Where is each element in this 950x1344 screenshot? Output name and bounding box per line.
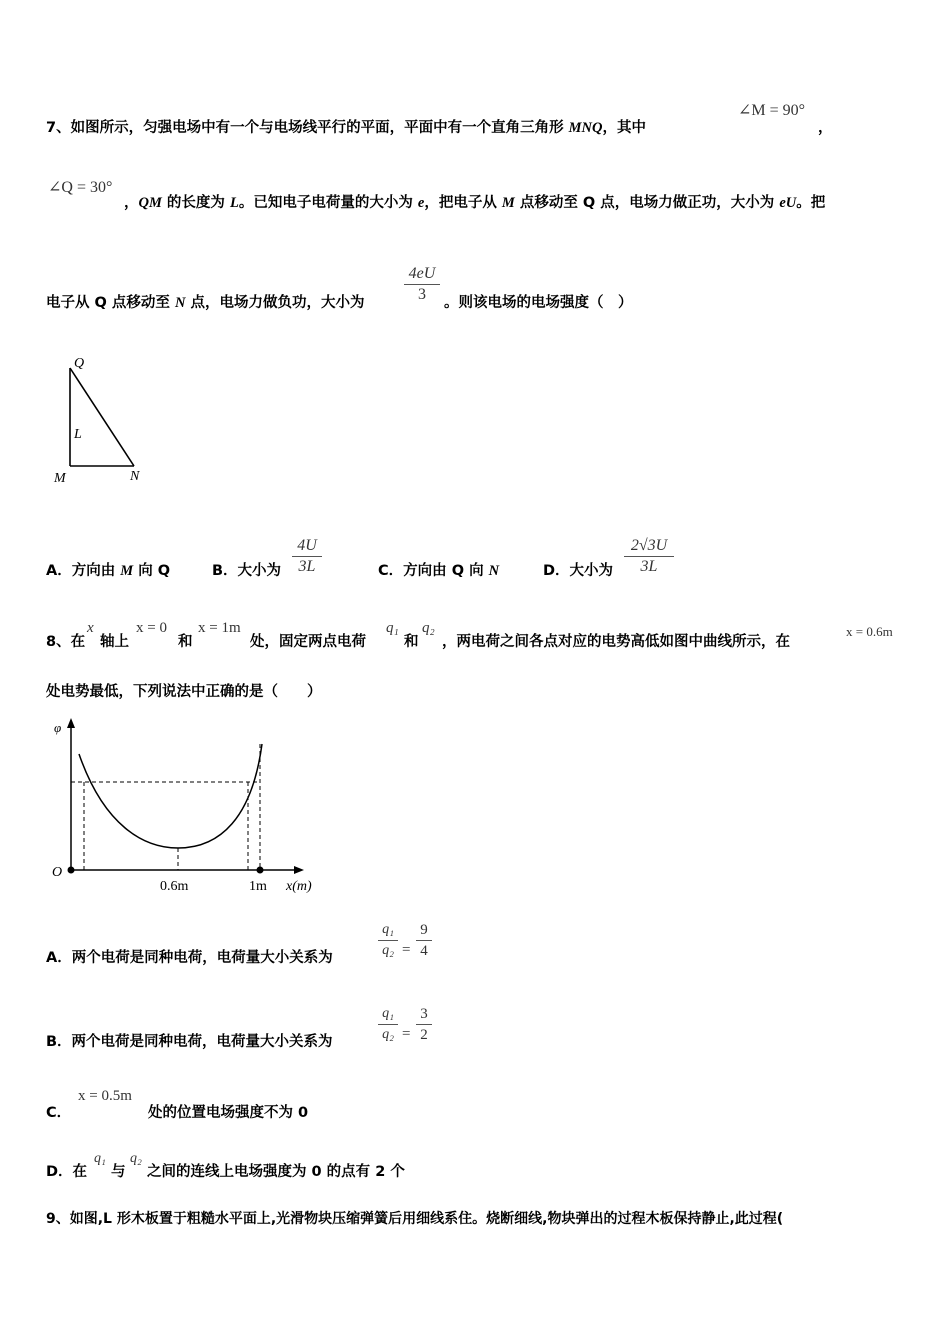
q7-line2: ，QM 的长度为 L。已知电子电荷量的大小为 e，把电子从 M 点移动至 Q 点，电场力做正功，大小为 eU。把 xyxy=(124,195,826,211)
angle-m-expr: ∠M = 90° xyxy=(738,102,806,119)
q8-option-b[interactable]: B．两个电荷是同种电荷，电荷量大小关系为 xyxy=(46,1034,333,1050)
tick-0-6m: 0.6m xyxy=(160,879,189,894)
x-var: x xyxy=(87,620,94,636)
work-fraction: 4eU 3 xyxy=(402,264,442,305)
option-d-fraction: 2√3U 3L xyxy=(622,536,676,577)
origin-label: O xyxy=(52,865,63,880)
x-axis-label: x(m) xyxy=(286,879,312,894)
option-c-expr: x = 0.5m xyxy=(78,1088,132,1104)
x06-expr: x = 0.6m xyxy=(846,624,893,639)
q8-line2: 处电势最低，下列说法中正确的是（ ） xyxy=(46,684,322,700)
q8-option-c[interactable]: C． xyxy=(46,1105,72,1121)
q7-option-b[interactable]: B．大小为 xyxy=(212,563,282,579)
q8-line1-c: 和 xyxy=(178,634,193,650)
x0-expr: x = 0 xyxy=(136,620,167,636)
y-axis-arrow xyxy=(67,718,75,728)
q8-option-d[interactable]: D．在 xyxy=(46,1164,88,1180)
q7-option-a[interactable]: A．方向由 M 向 Q xyxy=(46,563,171,579)
q2-var: q₂ xyxy=(422,620,435,636)
charge1-dot xyxy=(68,867,75,874)
angle-q-expr: ∠Q = 30° xyxy=(48,179,113,196)
option-a-right-fraction: 9 4 xyxy=(414,920,434,961)
phi-label: φ xyxy=(54,720,62,735)
q1-var: q₁ xyxy=(386,620,399,636)
q8-line1-e: 和 xyxy=(404,634,419,650)
option-b-left-fraction: q₁ q₂ xyxy=(376,1004,400,1045)
option-d-rest: 之间的连线上电场强度为 0 的点有 2 个 xyxy=(147,1164,405,1180)
q8-line1-b: 轴上 xyxy=(100,634,129,650)
q7-option-c[interactable]: C．方向由 Q 向 N xyxy=(378,563,500,579)
q8-option-c-rest: 处的位置电场强度不为 0 xyxy=(148,1105,309,1121)
label-l: L xyxy=(74,427,82,442)
q7-line1-end: ， xyxy=(818,120,833,136)
option-d-mid: 与 xyxy=(111,1164,126,1180)
q7-line1: 7、如图所示，匀强电场中有一个与电场线平行的平面，平面中有一个直角三角形 MNQ，其中 xyxy=(46,120,646,136)
potential-curve xyxy=(79,744,262,848)
option-b-right-fraction: 3 2 xyxy=(414,1004,434,1045)
charge2-dot xyxy=(257,867,264,874)
option-d-q1: q₁ xyxy=(94,1151,106,1166)
option-a-equals: = xyxy=(402,942,411,958)
x-axis-arrow xyxy=(294,866,304,874)
option-b-fraction: 4U 3L xyxy=(290,536,324,577)
q8-line1-a: 8、在 xyxy=(46,634,86,650)
q8-line1-d: 处，固定两点电荷 xyxy=(250,634,366,650)
tick-1m: 1m xyxy=(249,879,267,894)
q8-option-a[interactable]: A．两个电荷是同种电荷，电荷量大小关系为 xyxy=(46,950,333,966)
q9-line1: 9、如图,L 形木板置于粗糙水平面上,光滑物块压缩弹簧后用细线系住。烧断细线,物块弹出的过程木板保持静止,此过程( xyxy=(46,1211,784,1227)
label-n: N xyxy=(130,469,140,484)
option-a-left-fraction: q₁ q₂ xyxy=(376,920,400,961)
q8-line1-f: ，两电荷之间各点对应的电势高低如图中曲线所示，在 xyxy=(442,634,790,650)
q7-option-d[interactable]: D．大小为 xyxy=(543,563,614,579)
triangle-figure xyxy=(48,348,158,488)
q7-line3: 电子从 Q 点移动至 N 点，电场力做负功，大小为 xyxy=(46,295,365,311)
q7-line3-end: 。则该电场的电场强度（ ） xyxy=(444,295,633,311)
option-b-equals: = xyxy=(402,1026,411,1042)
potential-graph xyxy=(46,714,336,900)
x1-expr: x = 1m xyxy=(198,620,241,636)
label-q: Q xyxy=(74,356,85,371)
side-qn xyxy=(70,368,134,466)
option-d-q2: q₂ xyxy=(130,1151,142,1166)
label-m: M xyxy=(54,471,66,486)
